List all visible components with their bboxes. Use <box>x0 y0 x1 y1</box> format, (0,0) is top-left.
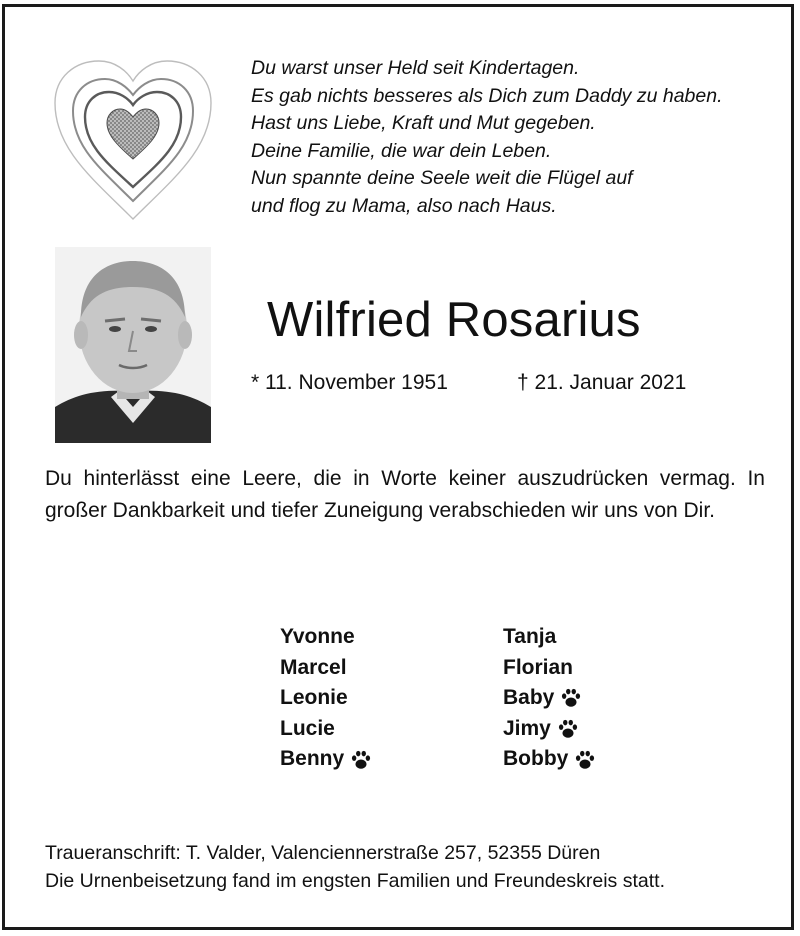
heart-icon <box>53 59 213 223</box>
mourner-name: Florian <box>503 655 574 679</box>
paw-print-icon <box>557 718 579 740</box>
paw-print-icon <box>560 687 582 709</box>
birth-date: * 11. November 1951 <box>251 371 448 394</box>
farewell-message: Du hinterlässt eine Leere, die in Worte keiner auszudrücken vermag. In großer Dankbarkeit und tiefer Zuneigung verabschieden wir uns von Dir. <box>45 467 765 522</box>
mourner-name: Bobby <box>503 744 703 775</box>
mourner-name: Yvonne <box>280 625 355 648</box>
mourner-name: Leonie <box>280 686 348 710</box>
footer <box>45 839 785 895</box>
deceased-name: Wilfried Rosarius <box>267 293 641 347</box>
poem-line: Hast uns Liebe, Kraft und Mut gegeben. <box>251 112 596 135</box>
mourner-name: Marcel <box>280 655 347 679</box>
poem-line: Es gab nichts besseres als Dich zum Daddy zu haben. <box>251 84 723 107</box>
death-date: † 21. Januar 2021 <box>517 371 687 394</box>
mourner-name: Lucie <box>280 716 335 740</box>
burial-note: Die Urnenbeisetzung fand im engsten Familien und Freundeskreis statt. <box>45 870 665 892</box>
mourner-name: Tanja <box>503 625 557 648</box>
paw-print-icon <box>350 749 372 771</box>
mourning-address: Traueranschrift: T. Valder, Valenciennerstraße 257, 52355 Düren <box>45 842 601 864</box>
paw-print-icon <box>574 749 596 771</box>
mourner-name: Baby <box>503 683 703 714</box>
mourner-name: Jimy <box>503 714 703 745</box>
portrait-photo <box>55 247 211 443</box>
obituary-frame <box>2 4 794 930</box>
mourner-name: Benny <box>280 744 480 775</box>
poem <box>251 55 781 221</box>
poem-line: Deine Familie, die war dein Leben. <box>251 139 552 162</box>
poem-line: Du warst unser Held seit Kindertagen. <box>251 57 580 79</box>
mourners-left-column <box>280 622 480 775</box>
mourners-right-column <box>503 622 703 775</box>
poem-line: Nun spannte deine Seele weit die Flügel auf <box>251 167 633 190</box>
poem-line: und flog zu Mama, also nach Haus. <box>251 194 557 217</box>
